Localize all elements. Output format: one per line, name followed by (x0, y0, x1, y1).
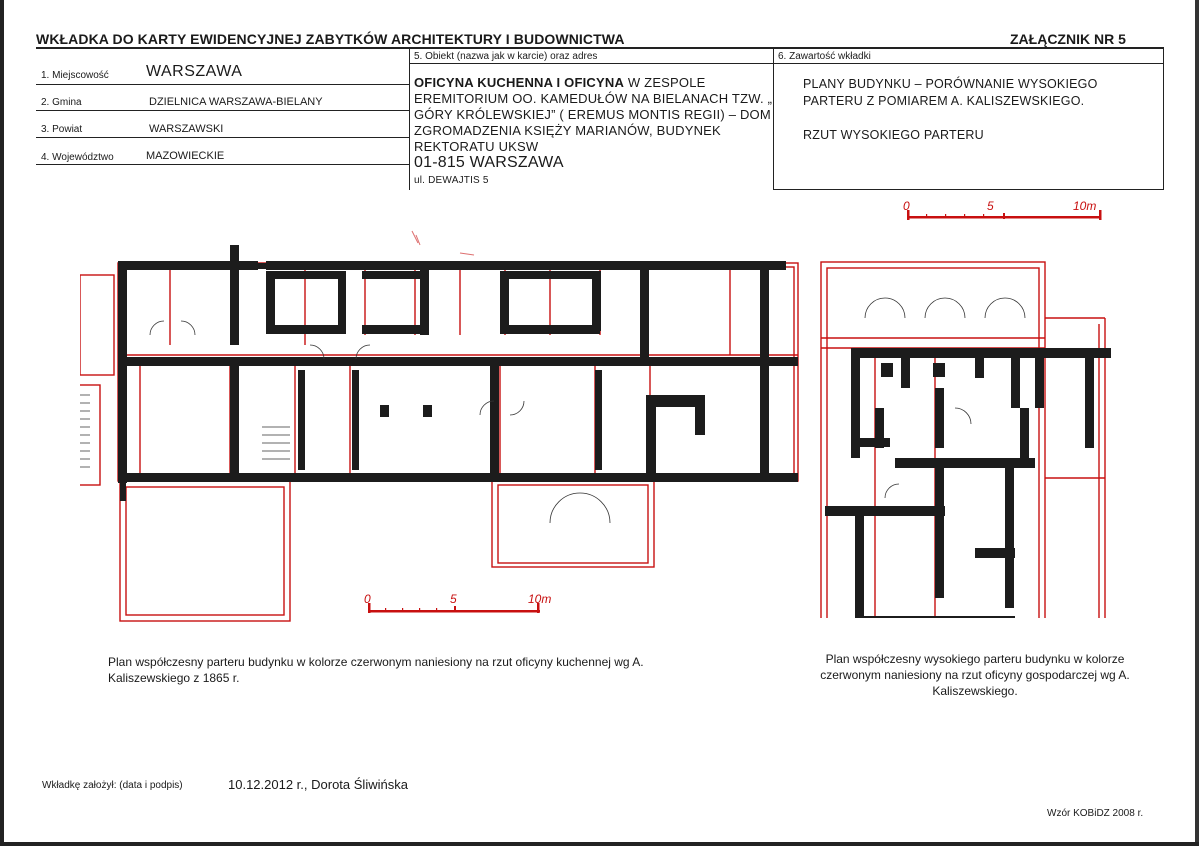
scale-right-10: 10m (1073, 199, 1097, 213)
wojewodztwo-value: MAZOWIECKIE (146, 150, 225, 162)
contents-label-rule (773, 63, 1164, 64)
miejscowosc-value: WARSZAWA (146, 63, 243, 80)
plan-faint-annotations (412, 231, 474, 255)
col-divider-1 (409, 48, 410, 190)
contents-description (803, 76, 1163, 144)
annex-number: ZAŁĄCZNIK NR 5 (1010, 31, 1126, 47)
historic-walls-black-right (825, 348, 1111, 618)
author-label: Wkładkę założył: (data i podpis) (42, 780, 183, 791)
scale-left-0: 0 (364, 592, 371, 606)
scan-edge-bottom (0, 842, 1199, 846)
miejscowosc-label: 1. Miejscowość (41, 70, 109, 81)
powiat-label: 3. Powiat (41, 124, 83, 135)
object-name-bold: OFICYNA KUCHENNA I OFICYNA (414, 75, 625, 90)
modern-plan-red (80, 263, 798, 621)
object-street: ul. DEWAJTIS 5 (414, 175, 489, 186)
historic-walls-black (118, 245, 798, 501)
object-name-rest: W ZESPOLE EREMITORIUM OO. KAMEDUŁÓW NA BIELANACH TZW. „ GÓRY KRÓLEWSKIEJ” ( EREMUS MONTIS REGII) – DOM ZGROMADZENIA KSIĘŻY MARIANÓW, BUDYNEK REKTORATU UKSW (414, 75, 773, 154)
object-label: 5. Obiekt (nazwa jak w karcie) oraz adres (414, 51, 598, 62)
field-rule-4 (36, 164, 409, 165)
scan-edge-left (0, 0, 4, 846)
gmina-value: DZIELNICA WARSZAWA-BIELANY (149, 96, 323, 108)
powiat-value: WARSZAWSKI (149, 123, 224, 135)
header-rule (36, 47, 1164, 49)
door-swings (150, 321, 610, 523)
field-rule-3 (36, 137, 409, 138)
scale-left-5: 5 (450, 592, 457, 606)
scale-right-0: 0 (903, 199, 910, 213)
object-city: 01-815 WARSZAWA (414, 154, 564, 171)
field-rule-1 (36, 84, 409, 85)
field-rule-2 (36, 110, 409, 111)
template-version: Wzór KOBiDZ 2008 r. (1047, 808, 1144, 819)
object-label-rule (409, 63, 774, 64)
object-description (414, 75, 774, 189)
author-value: 10.12.2012 r., Dorota Śliwińska (228, 777, 408, 792)
gmina-label: 2. Gmina (41, 97, 82, 108)
contents-line-1: PLANY BUDYNKU – PORÓWNANIE WYSOKIEGO PARTERU Z POMIAREM A. KALISZEWSKIEGO. (803, 77, 1098, 108)
floor-plan-ground-floor (80, 205, 800, 625)
scan-edge-right (1195, 0, 1199, 846)
stairs (80, 395, 290, 467)
card-title: WKŁADKA DO KARTY EWIDENCYJNEJ ZABYTKÓW ARCHITEKTURY I BUDOWNICTWA (36, 31, 625, 47)
floor-plan-high-ground-floor (815, 198, 1115, 618)
caption-left: Plan współczesny parteru budynku w kolorze czerwonym naniesiony na rzut oficyny kuchennej wg A. Kaliszewskiego z 1865 r. (108, 655, 644, 685)
wojewodztwo-label: 4. Województwo (41, 152, 114, 163)
form-bottom-rule (773, 189, 1164, 190)
scale-left-10: 10m (528, 592, 552, 606)
caption-right: Plan współczesny wysokiego parteru budynku w kolorze czerwonym naniesiony na rzut oficyny gospodarczej wg A. Kaliszewskiego. (820, 652, 1130, 698)
scale-right-5: 5 (987, 199, 994, 213)
contents-line-2: RZUT WYSOKIEGO PARTERU (803, 128, 984, 142)
contents-label: 6. Zawartość wkładki (778, 51, 871, 62)
form-right-rule (1163, 48, 1164, 190)
